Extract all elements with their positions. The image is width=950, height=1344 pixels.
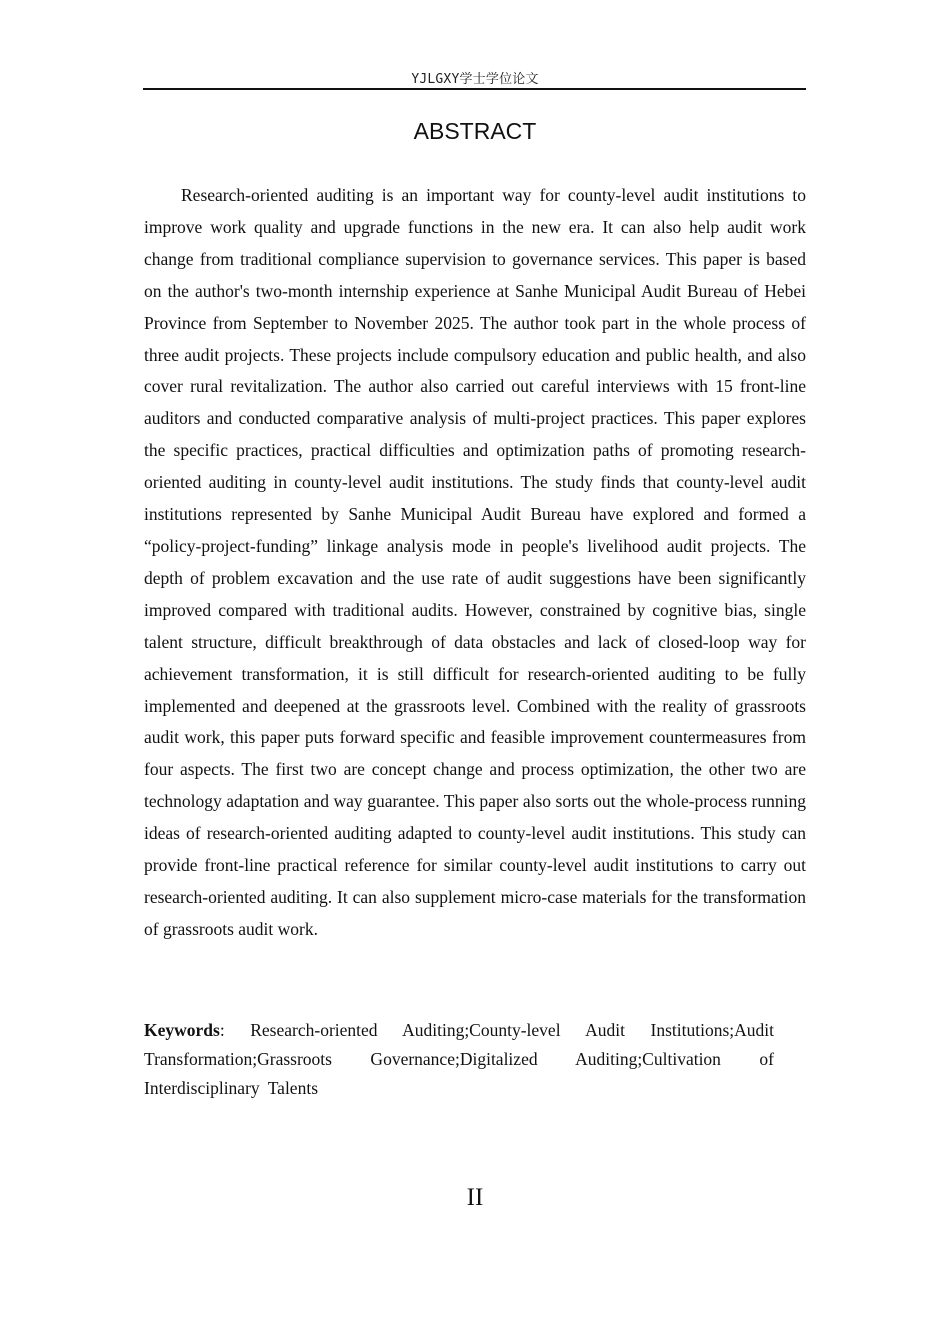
- running-header: YJLGXY学士学位论文: [411, 72, 539, 87]
- keywords-separator: :: [219, 1020, 225, 1040]
- abstract-body: Research-oriented auditing is an important way for county-level audit institutions to improve work quality and upgrade functions in the new era. It can also help audit work change from traditional compliance supervision to governance services. This paper is based on the author's two-month internship experience at Sanhe Municipal Audit Bureau of Hebei Province from September to November 2025. The author took part in the whole process of three audit projects. These projects include compulsory education and public health, and also cover rural revitalization. The author also carried out careful interviews with 15 front-line auditors and conducted comparative analysis of multi-project practices. This paper explores the specific practices, practical difficulties and optimization paths of promoting research-oriented auditing in county-level audit institutions. The study finds that county-level audit institutions represented by Sanhe Municipal Audit Bureau have explored and formed a “policy-project-funding” linkage analysis mode in people's livelihood audit projects. The depth of problem excavation and the use rate of audit suggestions have been significantly improved compared with traditional audits. However, constrained by cognitive bias, single talent structure, difficult breakthrough of data obstacles and lack of closed-loop way for achievement transformation, it is still difficult for research-oriented auditing to be fully implemented and deepened at the grassroots level. Combined with the reality of grassroots audit work, this paper puts forward specific and feasible improvement countermeasures from four aspects. The first two are concept change and process optimization, the other two are technology adaptation and way guarantee. This paper also sorts out the whole-process running ideas of research-oriented auditing adapted to county-level audit institutions. This study can provide front-line practical reference for similar county-level audit institutions to carry out research-oriented auditing. It can also supplement micro-case materials for the transformation of grassroots audit work.: [144, 185, 806, 939]
- keywords-paragraph: [144, 1016, 774, 1103]
- page-number: II: [466, 1184, 484, 1211]
- abstract-title: ABSTRACT: [413, 118, 537, 144]
- header-rule: [143, 88, 806, 90]
- keywords-label: Keywords: [144, 1020, 220, 1040]
- keywords-text: Research-oriented Auditing;County-level Audit Institutions;Audit Transformation;Grassroots Governance;Digitalized Auditing;Cultivation of Interdisciplinary Talents: [144, 1020, 774, 1098]
